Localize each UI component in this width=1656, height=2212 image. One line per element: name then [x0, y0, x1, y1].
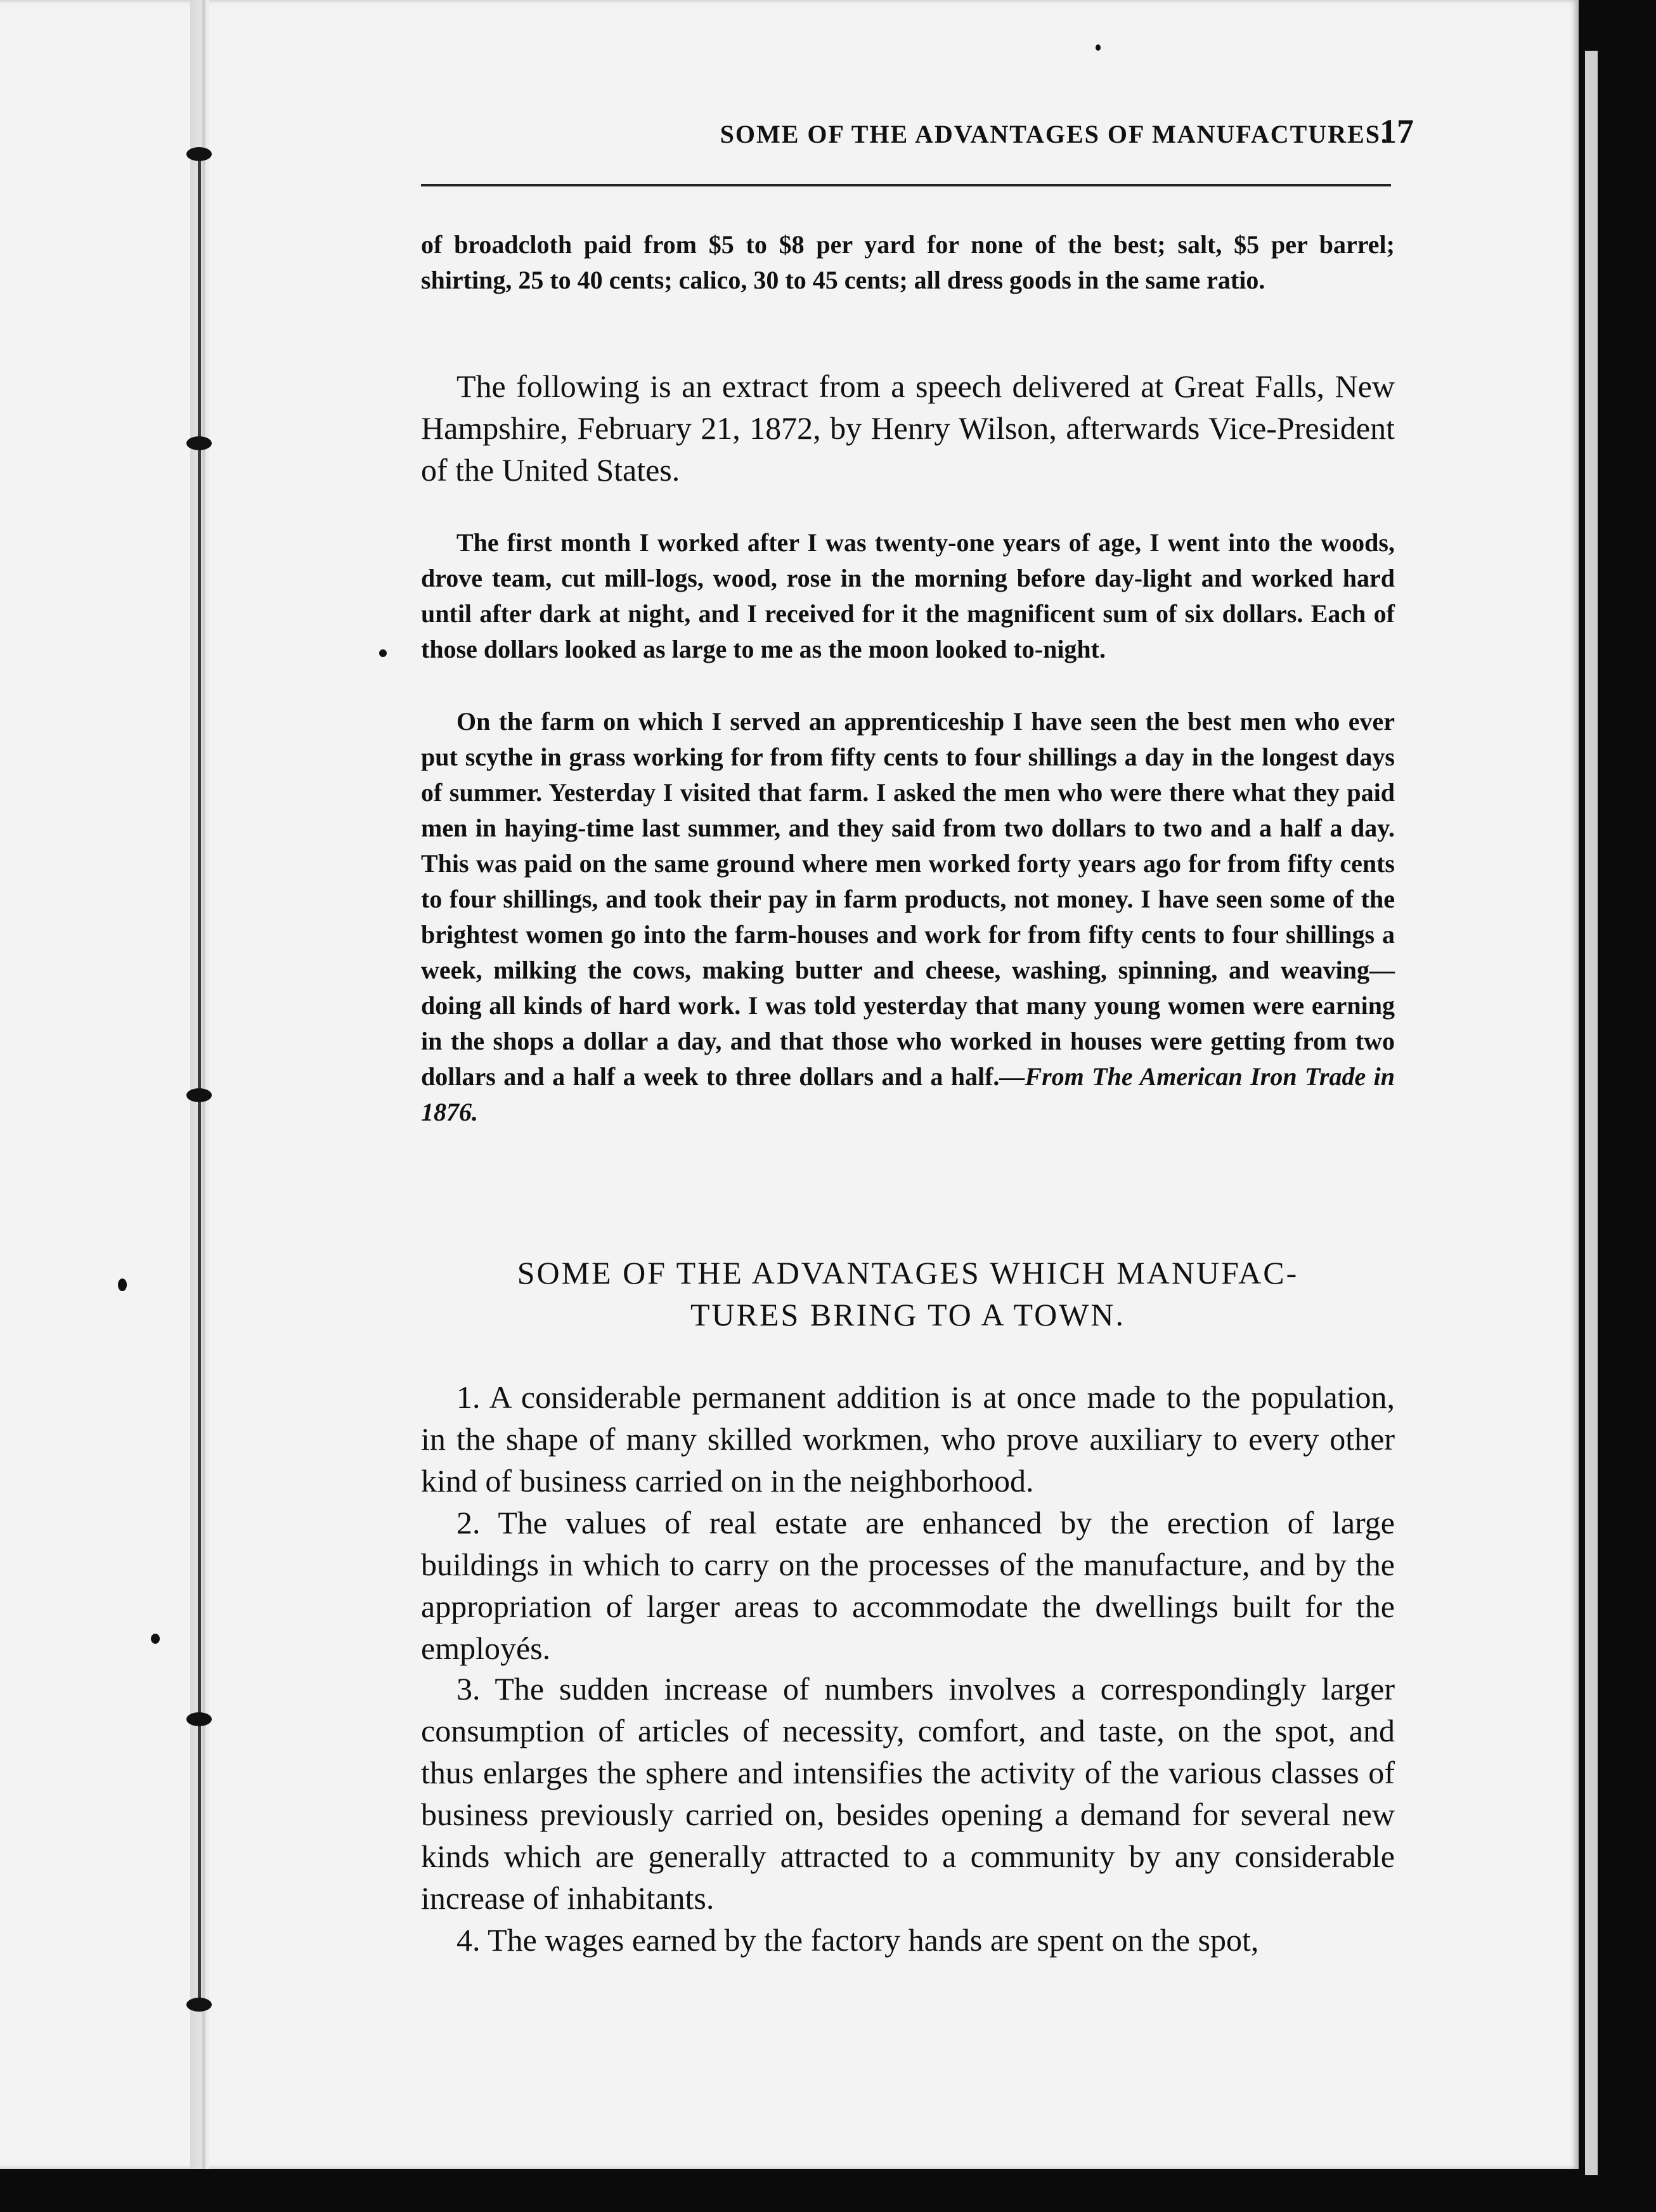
section-item-1: 1. A considerable permanent addition is at once made to the population, in the shape of many skilled workmen, who prove auxiliary to every other kind of business carried on in the neighborhood.: [421, 1379, 1395, 1499]
gutter-fold: [202, 0, 205, 2169]
quote-citation: —From The American Iron Trade in 1876.: [421, 1062, 1395, 1126]
section-item-4: 4. The wages earned by the factory hands are spent on the spot,: [456, 1922, 1259, 1958]
running-head: SOME OF THE ADVANTAGES OF MANUFACTURES.: [720, 120, 1388, 148]
section-item-3: 3. The sudden increase of numbers involves a correspondingly larger consumption of articles of necessity, comfort, and taste, on the spot, and thus enlarges the sphere and intensifies the activity of the various classes of business previously carried on, besides opening a demand for several new kinds which are generally attracted to a community by any considerable increase of inhabitants.: [421, 1671, 1395, 1916]
binding-stitch: [186, 1088, 212, 1102]
binding-stitch: [186, 147, 212, 161]
quote-paragraph-2: [421, 704, 1395, 1130]
binding-thread: [198, 152, 201, 2004]
binding-stitch: [186, 1712, 212, 1726]
section-item-2: 2. The values of real estate are enhanced by the erection of large buildings in which to carry on the processes of the manufacture, and by the appropriation of larger areas to accommodate the dwellings built for the employés.: [421, 1505, 1395, 1666]
ink-speck: [151, 1634, 160, 1644]
ink-speck: [118, 1278, 127, 1291]
ink-speck: [1096, 44, 1101, 51]
section-heading-line-1: SOME OF THE ADVANTAGES WHICH MANUFAC-: [517, 1255, 1299, 1291]
page-edge: [1585, 51, 1598, 2175]
page-number: 17: [1380, 112, 1414, 150]
binding-stitch: [186, 436, 212, 450]
ink-speck: [379, 649, 387, 657]
intro-paragraph: The following is an extract from a speech delivered at Great Falls, New Hampshire, February 21, 1872, by Henry Wilson, afterwards Vice-President of the United States.: [421, 368, 1395, 488]
section-heading-line-2: TURES BRING TO A TOWN.: [690, 1297, 1125, 1332]
quote-paragraph-1: The first month I worked after I was twenty-one years of age, I went into the woods, drove team, cut mill-logs, wood, rose in the morning before day-light and worked hard until after dark at night, and I received for it the magnificent sum of six dollars. Each of those dollars looked as large to me as the moon looked to-night.: [421, 528, 1395, 663]
quote-paragraph-2-text: On the farm on which I served an apprenticeship I have seen the best men who ever put scythe in grass working for from fifty cents to four shillings a day in the longest days of summer. Yesterday I visited that farm. I asked the men who were there what they paid men in haying-time last summer, and they said from two dollars to two and a half a day. This was paid on the same ground where men worked forty years ago for from fifty cents to four shillings, and took their pay in farm products, not money. I have seen some of the brightest women go into the farm-houses and work for from fifty cents to four shillings a week, milking the cows, making butter and cheese, washing, spinning, and weaving—doing all kinds of hard work. I was told yesterday that many young women were earning in the shops a dollar a day, and that those who worked in houses were getting from two dollars and a half a week to three dollars and a half.: [421, 707, 1395, 1091]
continuation-paragraph: of broadcloth paid from $5 to $8 per yard for none of the best; salt, $5 per barrel; shirting, 25 to 40 cents; calico, 30 to 45 cents; all dress goods in the same ratio.: [421, 230, 1395, 294]
header-rule: [421, 184, 1391, 186]
binding-stitch: [186, 1998, 212, 2012]
